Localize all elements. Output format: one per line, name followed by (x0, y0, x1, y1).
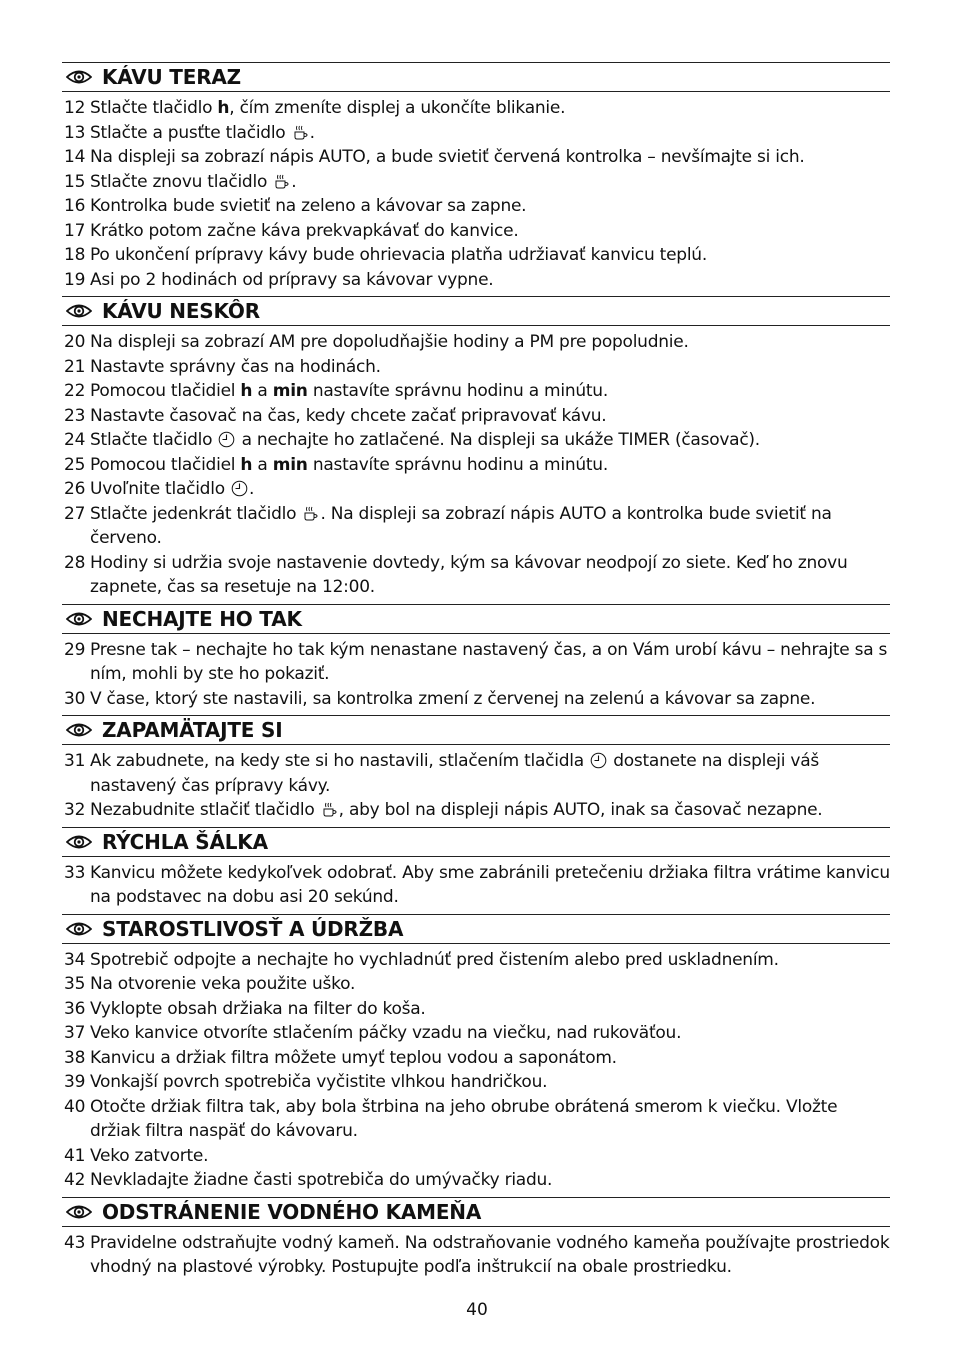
coffee-cup-icon (292, 124, 309, 141)
section (62, 1197, 890, 1284)
button-key-label: h (217, 98, 230, 118)
item-text: Nevkladajte žiadne časti spotrebiča do umývačky riadu. (90, 1170, 553, 1190)
item-text: Otočte držiak filtra tak, aby bola štrbina na jeho obrube obrátená smerom k viečku. Vložte držiak filtra naspäť do kávovaru. (90, 1096, 838, 1141)
section-title: KÁVU NESKÔR (102, 299, 260, 323)
item-text: Kanvicu a držiak filtra môžete umyť teplou vodou a saponátom. (90, 1047, 617, 1068)
list-item (62, 243, 890, 268)
list-item (62, 194, 890, 219)
list-item (62, 404, 890, 429)
item-text: . (291, 171, 297, 192)
section (62, 914, 890, 1197)
item-text: Uvoľnite tlačidlo (90, 479, 230, 499)
item-text: Veko kanvice otvoríte stlačením páčky vzadu na viečku, nad rukoväťou. (90, 1023, 682, 1043)
eye-icon (66, 722, 92, 738)
item-number: 40 (64, 1096, 86, 1117)
item-number: 43 (64, 1232, 86, 1253)
list-item (62, 861, 890, 910)
list-item (62, 1168, 890, 1193)
item-number: 19 (64, 269, 86, 290)
section-header (62, 827, 890, 857)
button-key-label: min (272, 381, 308, 401)
list-item (62, 268, 890, 293)
list-item (62, 798, 890, 823)
item-text: dostanete na displeji váš nastavený čas prípravy kávy. (90, 751, 819, 796)
list-item (62, 1046, 890, 1071)
section-title: RÝCHLA ŠÁLKA (102, 829, 268, 854)
item-text: Krátko potom začne káva prekvapkávať do kanvice. (90, 220, 519, 241)
item-text: Stlačte jedenkrát tlačidlo (90, 503, 302, 524)
list-item (62, 1231, 890, 1280)
item-number: 34 (64, 949, 86, 970)
list-item (62, 638, 890, 687)
item-number: 14 (64, 147, 86, 167)
eye-icon (66, 69, 92, 85)
item-number: 32 (64, 800, 86, 820)
list-item (62, 477, 890, 502)
item-number: 36 (64, 998, 86, 1019)
list-item (62, 330, 890, 355)
item-text: a nechajte ho zatlačené. Na displeji sa ukáže TIMER (časovač). (236, 430, 760, 450)
list-item (62, 219, 890, 244)
list-item (62, 551, 890, 600)
eye-icon (66, 611, 92, 627)
item-text: . (309, 122, 315, 143)
item-number: 30 (64, 688, 86, 709)
item-number: 17 (64, 220, 86, 241)
item-text: Pomocou tlačidiel (90, 454, 241, 475)
item-text: Ak zabudnete, na kedy ste si ho nastavili, stlačením tlačidla (90, 751, 590, 771)
item-text: Spotrebič odpojte a nechajte ho vychladnúť pred čistením alebo pred uskladnením. (90, 949, 779, 970)
item-number: 21 (64, 356, 86, 377)
item-number: 18 (64, 245, 86, 265)
list-item (62, 1144, 890, 1169)
section (62, 296, 890, 604)
item-text: Presne tak – nechajte ho tak kým nenastane nastavený čas, a on Vám urobí kávu – nehrajte sa s ním, mohli by ste ho pokaziť. (90, 639, 888, 684)
section-title: KÁVU TERAZ (102, 65, 241, 89)
list-item (62, 502, 890, 551)
section (62, 62, 890, 296)
item-text: Hodiny si udržia svoje nastavenie dovtedy, kým sa kávovar neodpojí zo siete. Keď ho znovu zapnete, čas sa resetuje na 12:00. (90, 552, 848, 597)
item-number: 12 (64, 98, 86, 118)
item-number: 35 (64, 974, 86, 994)
section-title: STAROSTLIVOSŤ A ÚDRŽBA (102, 916, 404, 941)
list-item (62, 687, 890, 712)
item-number: 24 (64, 430, 86, 450)
item-text: nastavíte správnu hodinu a minútu. (307, 381, 608, 401)
item-text: V čase, ktorý ste nastavili, sa kontrolka zmení z červenej na zelenú a kávovar sa zapne. (90, 688, 816, 709)
item-text: Stlačte a pusťte tlačidlo (90, 122, 291, 143)
coffee-cup-icon (302, 505, 319, 522)
item-text: Na displeji sa zobrazí nápis AUTO, a bude svietiť červená kontrolka – nevšímajte si ich. (90, 147, 805, 167)
list-item (62, 121, 890, 146)
clock-icon (231, 480, 248, 497)
section-header (62, 1197, 890, 1227)
list-item (62, 96, 890, 121)
item-number: 28 (64, 552, 86, 573)
item-number: 38 (64, 1047, 86, 1068)
item-text: Kontrolka bude svietiť na zeleno a kávovar sa zapne. (90, 196, 527, 216)
list-item (62, 453, 890, 478)
item-text: Vyklopte obsah držiaka na filter do koša. (90, 998, 426, 1019)
clock-icon (590, 752, 607, 769)
list-item (62, 428, 890, 453)
page-number: 40 (466, 1300, 488, 1320)
item-number: 37 (64, 1023, 86, 1043)
coffee-cup-icon (273, 173, 290, 190)
document-page (62, 62, 890, 1284)
item-text: Nastavte časovač na čas, kedy chcete začať pripravovať kávu. (90, 405, 607, 426)
section-header (62, 715, 890, 745)
section-title: ZAPAMÄTAJTE SI (102, 718, 283, 742)
section-header (62, 62, 890, 92)
item-number: 23 (64, 405, 86, 426)
item-text: Veko zatvorte. (90, 1145, 209, 1166)
eye-icon (66, 1204, 92, 1220)
item-text: . (249, 479, 255, 499)
coffee-cup-icon (321, 801, 338, 818)
item-text: Pravidelne odstraňujte vodný kameň. Na odstraňovanie vodného kameňa používajte prostriedok vhodný na plastové výrobky. Postupujte podľa inštrukcií na obale prostriedku. (90, 1232, 890, 1277)
item-number: 42 (64, 1170, 86, 1190)
button-key-label: min (272, 454, 308, 475)
item-number: 25 (64, 454, 86, 475)
section-title: ODSTRÁNENIE VODNÉHO KAMEŇA (102, 1199, 482, 1224)
list-item (62, 1021, 890, 1046)
clock-icon (218, 431, 235, 448)
list-item (62, 355, 890, 380)
item-text: Nastavte správny čas na hodinách. (90, 356, 381, 377)
item-text: , aby bol na displeji nápis AUTO, inak sa časovač nezapne. (338, 800, 823, 820)
list-item (62, 972, 890, 997)
section-header (62, 604, 890, 634)
section-header (62, 914, 890, 944)
item-text: Po ukončení prípravy kávy bude ohrievacia platňa udržiavať kanvicu teplú. (90, 245, 707, 265)
section-header (62, 296, 890, 326)
item-text: . Na displeji sa zobrazí nápis AUTO a kontrolka bude svietiť na červeno. (90, 503, 832, 548)
list-item (62, 1070, 890, 1095)
item-number: 15 (64, 171, 86, 192)
item-text: Kanvicu môžete kedykoľvek odobrať. Aby sme zabránili pretečeniu držiaka filtra vrátime kanvicu na podstavec na dobu asi 20 sekúnd. (90, 862, 890, 907)
item-text: Vonkajší povrch spotrebiča vyčistite vlhkou handričkou. (90, 1072, 548, 1092)
list-item (62, 997, 890, 1022)
item-text: Na otvorenie veka použite uško. (90, 974, 356, 994)
eye-icon (66, 834, 92, 850)
section (62, 715, 890, 827)
section-title: NECHAJTE HO TAK (102, 606, 302, 631)
item-number: 41 (64, 1145, 86, 1166)
item-text: Stlačte tlačidlo (90, 430, 218, 450)
item-text: Pomocou tlačidiel (90, 381, 241, 401)
item-number: 13 (64, 122, 86, 143)
item-number: 29 (64, 639, 86, 660)
item-text: Nezabudnite stlačiť tlačidlo (90, 800, 320, 820)
item-text: nastavíte správnu hodinu a minútu. (307, 454, 608, 475)
eye-icon (66, 303, 92, 319)
item-number: 33 (64, 862, 86, 883)
list-item (62, 170, 890, 195)
list-item (62, 379, 890, 404)
button-key-label: h (240, 454, 253, 475)
list-item (62, 145, 890, 170)
item-text: , čím zmeníte displej a ukončíte blikanie. (229, 98, 566, 118)
list-item (62, 948, 890, 973)
item-number: 20 (64, 332, 86, 352)
item-number: 31 (64, 751, 86, 771)
item-number: 16 (64, 196, 86, 216)
section (62, 604, 890, 716)
item-text: a (252, 454, 273, 475)
list-item (62, 1095, 890, 1144)
item-text: a (252, 381, 273, 401)
item-text: Stlačte znovu tlačidlo (90, 171, 273, 192)
item-number: 22 (64, 381, 86, 401)
list-item (62, 749, 890, 798)
eye-icon (66, 921, 92, 937)
section (62, 827, 890, 914)
item-text: Stlačte tlačidlo (90, 98, 218, 118)
item-number: 27 (64, 503, 86, 524)
button-key-label: h (240, 381, 253, 401)
item-number: 26 (64, 479, 86, 499)
item-text: Asi po 2 hodinách od prípravy sa kávovar vypne. (90, 269, 494, 290)
item-number: 39 (64, 1072, 86, 1092)
item-text: Na displeji sa zobrazí AM pre dopoludňajšie hodiny a PM pre popoludnie. (90, 332, 689, 352)
